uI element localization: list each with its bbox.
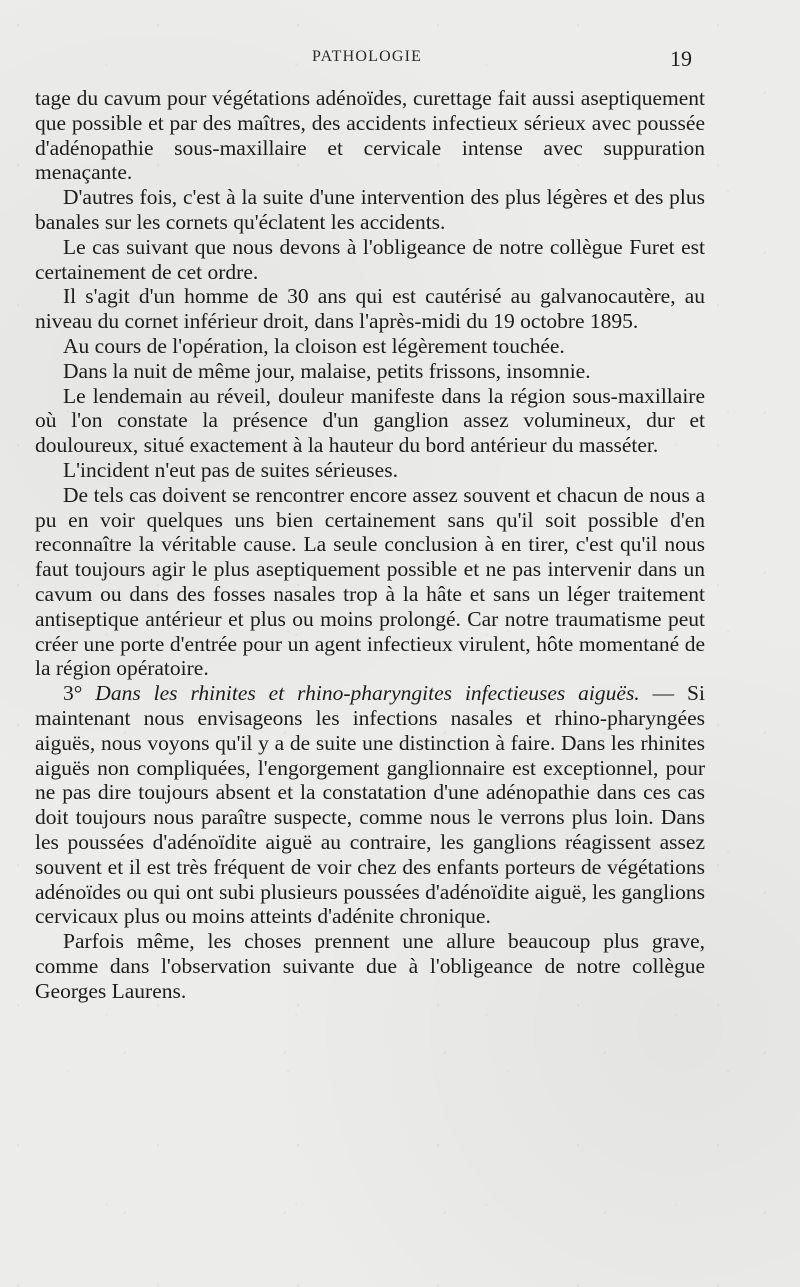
paragraph-6: Dans la nuit de même jour, malaise, petits frissons, insomnie. <box>63 358 591 383</box>
paragraph-9: De tels cas doivent se rencontrer encore assez souvent et chacun de nous a pu en voir quelques uns bien certainement sans qu'il soit possible d'en reconnaître la véritable cause. La seule conclusion à en tirer, c'est qu'il nous faut toujours agir le plus aseptiquement possible et ne pas intervenir dans un cavum ou dans des fosses nasales trop à la hâte et sans un léger traitement antiseptique antérieur et plus ou moins prolongé. Car notre traumatisme peut créer une porte d'entrée pour un agent infectieux virulent, hôte momentané de la région opératoire. <box>35 482 705 681</box>
running-title: PATHOLOGIE <box>312 48 423 65</box>
paragraph-3: Le cas suivant que nous devons à l'obligeance de notre collègue Furet est certainement de cet ordre. <box>35 234 705 284</box>
paragraph-5: Au cours de l'opération, la cloison est légèrement touchée. <box>63 333 565 358</box>
page-header <box>0 46 800 72</box>
paragraph-8: L'incident n'eut pas de suites sérieuses. <box>63 457 398 482</box>
paragraph-11: Parfois même, les choses prennent une allure beaucoup plus grave, comme dans l'observation suivante due à l'obligeance de notre collègue Georges Laurens. <box>35 929 705 1003</box>
paragraph-4: Il s'agit d'un homme de 30 ans qui est cautérisé au galvanocautère, au niveau du cornet inférieur droit, dans l'après-midi du 19 octobre 1895. <box>35 284 705 334</box>
section-heading: Dans les rhinites et rhino-pharyngites infectieuses aiguës. <box>95 681 640 706</box>
paragraph-1: tage du cavum pour végétations adénoïdes, curettage fait aussi aseptiquement que possible et par des maîtres, des accidents infectieux sérieux avec poussée d'adénopathie sous-maxillaire et cervicale intense avec suppuration menaçante. <box>35 86 705 185</box>
section-text: — Si maintenant nous envisageons les infections nasales et rhino-pharyngées aiguës, nous voyons qu'il y a de suite une distinction à faire. Dans les rhinites aiguës non compliquées, l'engorgement ganglionnaire est exceptionnel, pour ne pas dire toujours absent et la constatation d'une adénopathie dans ces cas doit toujours nous paraître suspecte, comme nous le verrons plus loin. Dans les poussées d'adénoïdite aiguë au contraire, les ganglions réagissent assez souvent et il est très fréquent de voir chez des enfants porteurs de végétations adénoïdes ou qui ont subi plusieurs poussées d'adénoïdite aiguë, les ganglions cervicaux plus ou moins atteints d'adénite chronique. <box>35 681 705 929</box>
page-number: 19 <box>670 46 692 71</box>
paragraph-7: Le lendemain au réveil, douleur manifeste dans la région sous-maxillaire où l'on constate la présence d'un ganglion assez volumineux, dur et douloureux, situé exactement à la hauteur du bord antérieur du masséter. <box>35 383 705 458</box>
paragraph-2: D'autres fois, c'est à la suite d'une intervention des plus légères et des plus banales sur les cornets qu'éclatent les accidents. <box>35 185 705 234</box>
body-text <box>35 86 705 1003</box>
section-number: 3° <box>63 681 83 706</box>
paragraph-10 <box>35 681 705 929</box>
